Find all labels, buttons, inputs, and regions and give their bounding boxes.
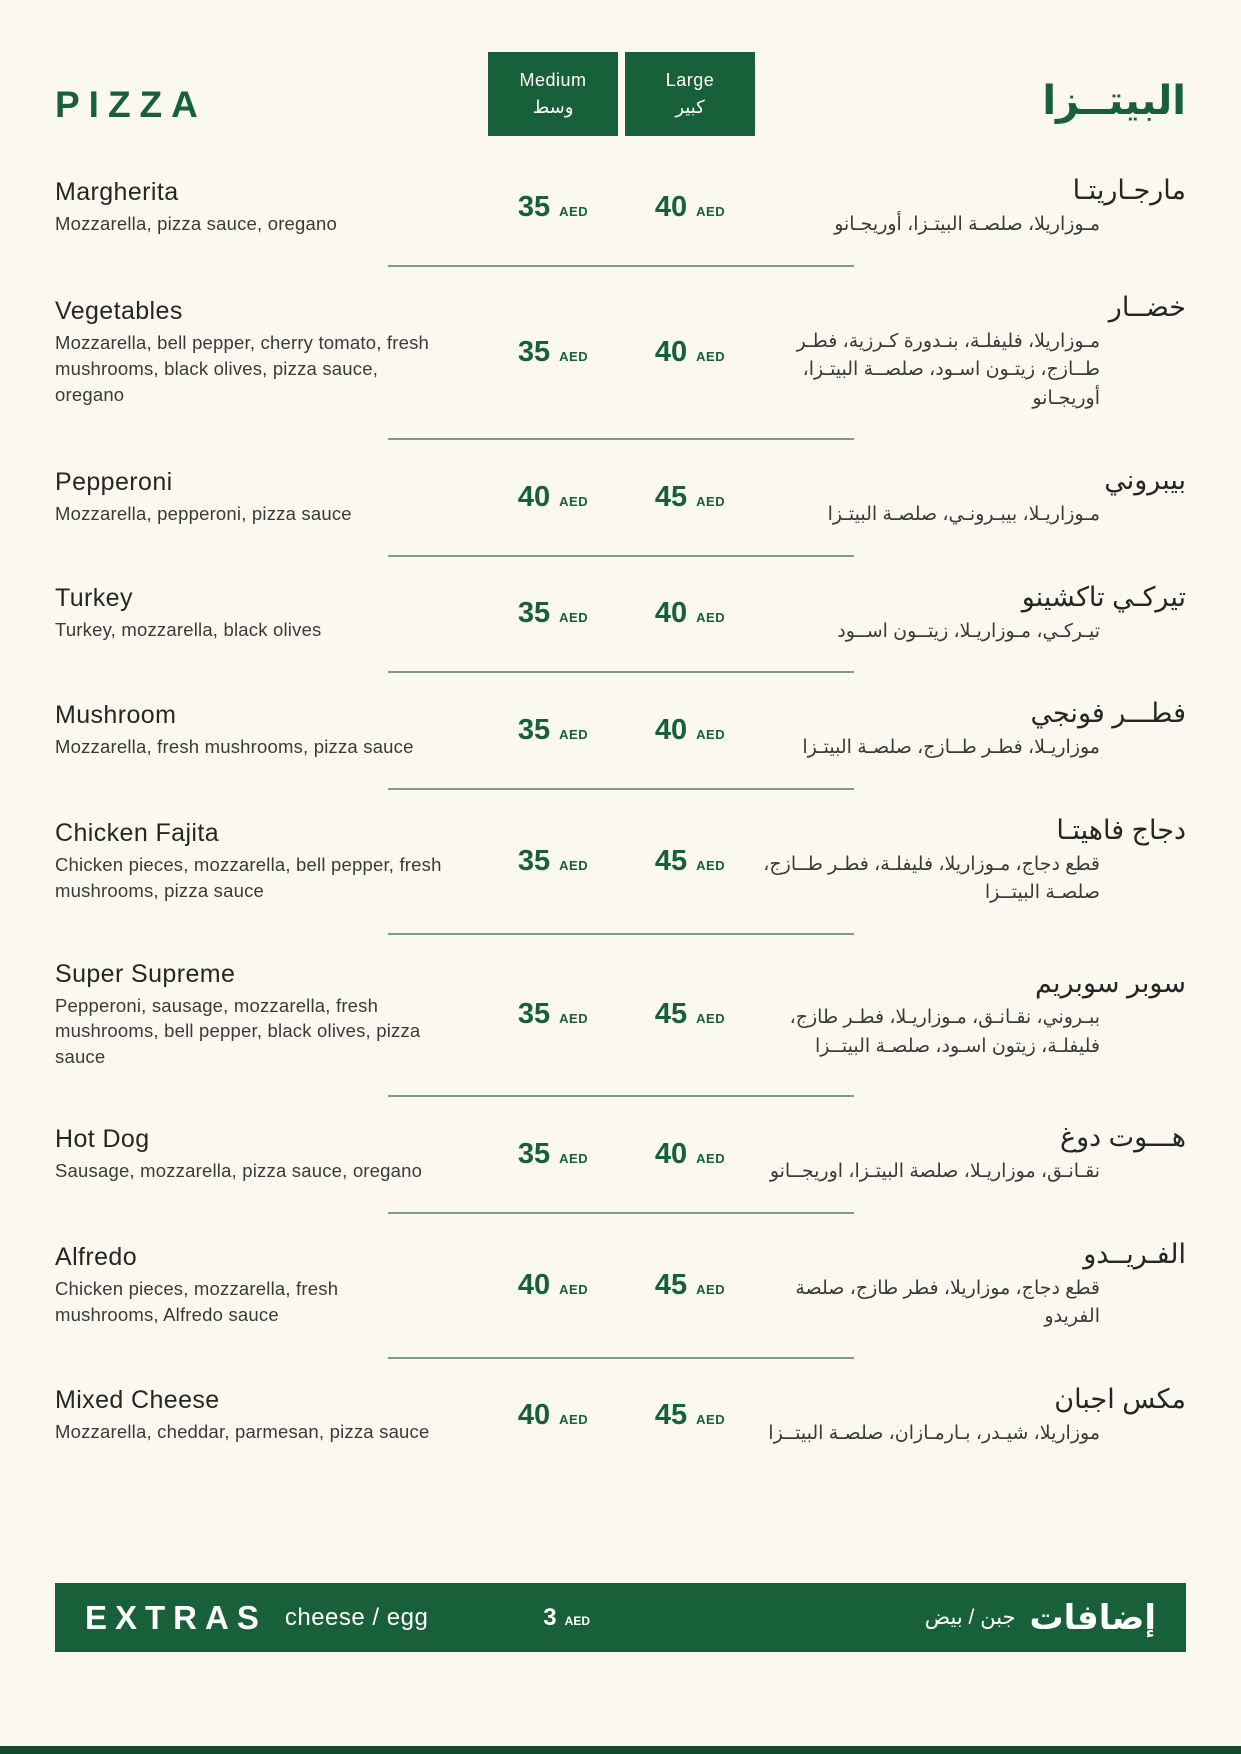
price-large-currency: AED: [696, 857, 726, 873]
price-medium-value: 40: [517, 1268, 551, 1301]
menu-item-row: [55, 150, 1186, 265]
menu-item-row: [55, 557, 1186, 672]
item-name-en: Alfredo: [55, 1242, 138, 1271]
item-price-large: [625, 714, 755, 747]
item-desc-ar: قطع دجاج، مـوزاريلا، فليفلـة، فطـر طــازج، صلصـة البيتــزا: [763, 853, 1100, 903]
extras-title-en: EXTRAS: [85, 1598, 267, 1636]
item-price-medium: [488, 336, 618, 369]
price-medium-currency: AED: [559, 1412, 589, 1428]
item-desc-en: Mozzarella, fresh mushrooms, pizza sauce: [55, 735, 414, 757]
item-name-ar: مكس اجبان: [1054, 1383, 1186, 1414]
item-name-en: Mixed Cheese: [55, 1386, 220, 1415]
item-desc-ar: موزاريلا، شيـدر، بـارمـازان، صلصـة البيتــزا: [768, 1422, 1100, 1444]
item-english-block: [55, 1243, 445, 1328]
item-arabic-block: [755, 815, 1186, 908]
item-english-block: [55, 1125, 445, 1184]
item-name-ar: بيبروني: [1104, 465, 1186, 495]
price-medium-value: 40: [517, 480, 551, 513]
extras-price-value: 3: [543, 1603, 557, 1631]
size-medium-label-ar: وسط: [532, 97, 574, 117]
item-price-large: [625, 336, 755, 369]
item-arabic-block: [755, 698, 1186, 763]
item-name-en: Hot Dog: [55, 1124, 150, 1153]
item-english-block: [55, 178, 445, 237]
item-arabic-block: [755, 175, 1186, 240]
extras-price-currency: AED: [564, 1613, 590, 1628]
page-title-ar: البيتــزا: [1042, 79, 1186, 123]
item-price-large: [625, 1399, 755, 1432]
extras-subtitle-ar: جبن / بيض: [924, 1606, 1016, 1629]
extras-bar: [55, 1583, 1186, 1652]
price-large-value: 40: [654, 335, 688, 368]
item-name-ar: دجاج فاهيتـا: [1056, 814, 1186, 845]
price-medium-value: 35: [517, 1137, 551, 1170]
item-desc-en: Mozzarella, cheddar, parmesan, pizza sauce: [55, 1421, 430, 1443]
item-name-ar: هـــوت دوغ: [1059, 1122, 1186, 1153]
item-price-large: [625, 998, 755, 1031]
item-desc-ar: مـوزاريـلا، بيبـرونـي، صلصـة البيتـزا: [827, 504, 1100, 525]
item-name-en: Mushroom: [55, 700, 177, 729]
price-large-value: 45: [654, 480, 688, 513]
menu-item-row: [55, 935, 1186, 1096]
item-desc-ar: ببـروني، نقـانـق، مـوزاريـلا، فطـر طازج، فليفلـة، زيتون اسـود، صلصـة البيتــزا: [789, 1007, 1100, 1057]
price-large-value: 40: [654, 1137, 688, 1170]
item-desc-en: Pepperoni, sausage, mozzarella, fresh mushrooms, bell pepper, black olives, pizza sauce: [55, 994, 421, 1068]
item-desc-en: Chicken pieces, mozzarella, bell pepper, fresh mushrooms, pizza sauce: [55, 853, 442, 901]
item-english-block: [55, 584, 445, 643]
item-english-block: [55, 1386, 445, 1445]
item-price-medium: [488, 1269, 618, 1302]
item-price-large: [625, 481, 755, 514]
item-name-en: Turkey: [55, 584, 133, 613]
menu-item-row: [55, 267, 1186, 439]
price-medium-currency: AED: [559, 493, 589, 509]
item-english-block: [55, 468, 445, 527]
item-desc-ar: مـوزاريلا، صلصـة البيتـزا، أوريجـانو: [834, 214, 1100, 235]
item-desc-en: Mozzarella, bell pepper, cherry tomato, fresh mushrooms, black olives, pizza sauce, oregano: [55, 331, 430, 405]
price-large-value: 45: [654, 998, 688, 1031]
price-medium-currency: AED: [559, 1011, 589, 1027]
menu-item-row: [55, 1359, 1186, 1474]
item-name-en: Vegetables: [55, 296, 183, 325]
item-desc-ar: نقـانـق، موزاريـلا، صلصة البيتـزا، اوريجــانو: [769, 1161, 1100, 1183]
menu-item-row: [55, 1214, 1186, 1357]
item-name-en: Super Supreme: [55, 959, 236, 988]
price-large-value: 40: [654, 597, 688, 630]
item-desc-ar: قطع دجاج، موزاريلا، فطر طازج، صلصة الفريدو: [795, 1277, 1100, 1328]
item-name-ar: فطـــر فونجي: [1030, 698, 1186, 728]
item-english-block: [55, 819, 445, 904]
price-medium-currency: AED: [559, 1281, 589, 1297]
item-name-ar: الفـريــدو: [1083, 1238, 1186, 1269]
bottom-edge-strip: [0, 1746, 1241, 1754]
extras-arabic-block: [590, 1598, 1156, 1638]
price-medium-value: 35: [517, 998, 551, 1031]
size-large-label-ar: كبير: [675, 97, 705, 117]
item-arabic-block: [755, 1239, 1186, 1332]
price-medium-value: 35: [517, 713, 551, 746]
price-large-currency: AED: [696, 1150, 726, 1166]
price-medium-value: 35: [517, 597, 551, 630]
price-medium-value: 40: [517, 1399, 551, 1432]
price-large-currency: AED: [696, 1011, 726, 1027]
item-desc-en: Mozzarella, pizza sauce, oregano: [55, 212, 337, 234]
item-arabic-block: [755, 582, 1186, 647]
item-name-ar: تيركـي تاكشينو: [1021, 581, 1186, 612]
item-desc-ar: تيـركـي، مـوزاريـلا، زيتــون اســود: [837, 620, 1100, 642]
size-column-headers: [488, 52, 755, 136]
price-medium-currency: AED: [559, 610, 589, 626]
item-english-block: [55, 960, 445, 1071]
price-medium-currency: AED: [559, 1150, 589, 1166]
item-name-ar: خضــار: [1108, 291, 1186, 322]
price-large-currency: AED: [696, 348, 726, 364]
price-medium-currency: AED: [559, 203, 589, 219]
item-price-medium: [488, 714, 618, 747]
item-desc-ar: مـوزاريلا، فليفلـة، بنـدورة كـرزية، فطـر طــازج، زيتـون اسـود، صلصــة البيتـزا، أوريجـانو: [796, 330, 1100, 409]
menu-item-row: [55, 1097, 1186, 1212]
extras-subtitle-en: cheese / egg: [284, 1603, 429, 1631]
size-badge-large: [625, 52, 755, 136]
price-large-currency: AED: [696, 610, 726, 626]
size-badge-medium: [488, 52, 618, 136]
item-name-en: Margherita: [55, 177, 179, 206]
price-large-value: 40: [654, 713, 688, 746]
size-medium-label-en: Medium: [519, 70, 587, 90]
page-title-en: PIZZA: [55, 84, 207, 125]
item-desc-en: Mozzarella, pepperoni, pizza sauce: [55, 502, 352, 524]
item-price-large: [625, 845, 755, 878]
item-price-medium: [488, 191, 618, 224]
price-large-value: 45: [654, 1399, 688, 1432]
item-arabic-block: [755, 1384, 1186, 1449]
item-price-large: [625, 1269, 755, 1302]
price-medium-value: 35: [517, 190, 551, 223]
menu-list: [0, 136, 1241, 1473]
item-desc-en: Chicken pieces, mozzarella, fresh mushrooms, Alfredo sauce: [55, 1277, 339, 1325]
price-medium-value: 35: [517, 844, 551, 877]
price-large-currency: AED: [696, 1281, 726, 1297]
price-medium-currency: AED: [559, 726, 589, 742]
item-price-medium: [488, 597, 618, 630]
price-medium-currency: AED: [559, 857, 589, 873]
item-english-block: [55, 297, 445, 408]
item-price-medium: [488, 998, 618, 1031]
price-medium-currency: AED: [559, 348, 589, 364]
item-price-large: [625, 1138, 755, 1171]
extras-title-ar: إضافات: [1029, 1598, 1156, 1637]
item-desc-en: Turkey, mozzarella, black olives: [55, 619, 322, 641]
menu-item-row: [55, 673, 1186, 788]
item-name-en: Pepperoni: [55, 467, 173, 496]
price-large-value: 45: [654, 844, 688, 877]
item-price-large: [625, 191, 755, 224]
size-large-label-en: Large: [665, 70, 715, 90]
price-large-value: 40: [654, 190, 688, 223]
price-large-currency: AED: [696, 203, 726, 219]
price-large-value: 45: [654, 1268, 688, 1301]
price-large-currency: AED: [696, 726, 726, 742]
extras-price: [543, 1604, 590, 1632]
menu-item-row: [55, 440, 1186, 555]
item-price-medium: [488, 1399, 618, 1432]
price-medium-value: 35: [517, 335, 551, 368]
item-arabic-block: [755, 465, 1186, 530]
price-large-currency: AED: [696, 1412, 726, 1428]
menu-item-row: [55, 790, 1186, 933]
item-arabic-block: [755, 292, 1186, 414]
item-english-block: [55, 701, 445, 760]
item-name-ar: سوبر سوبريم: [1035, 968, 1186, 999]
item-price-large: [625, 597, 755, 630]
item-price-medium: [488, 481, 618, 514]
item-price-medium: [488, 1138, 618, 1171]
item-desc-en: Sausage, mozzarella, pizza sauce, oregano: [55, 1159, 423, 1181]
item-arabic-block: [755, 1122, 1186, 1187]
menu-header: [0, 0, 1241, 136]
item-name-ar: مارجـاريتـا: [1072, 175, 1186, 205]
item-desc-ar: موزاريـلا، فطـر طــازج، صلصـة البيتـزا: [802, 737, 1100, 758]
item-arabic-block: [755, 968, 1186, 1061]
item-name-en: Chicken Fajita: [55, 818, 219, 847]
price-large-currency: AED: [696, 493, 726, 509]
item-price-medium: [488, 845, 618, 878]
